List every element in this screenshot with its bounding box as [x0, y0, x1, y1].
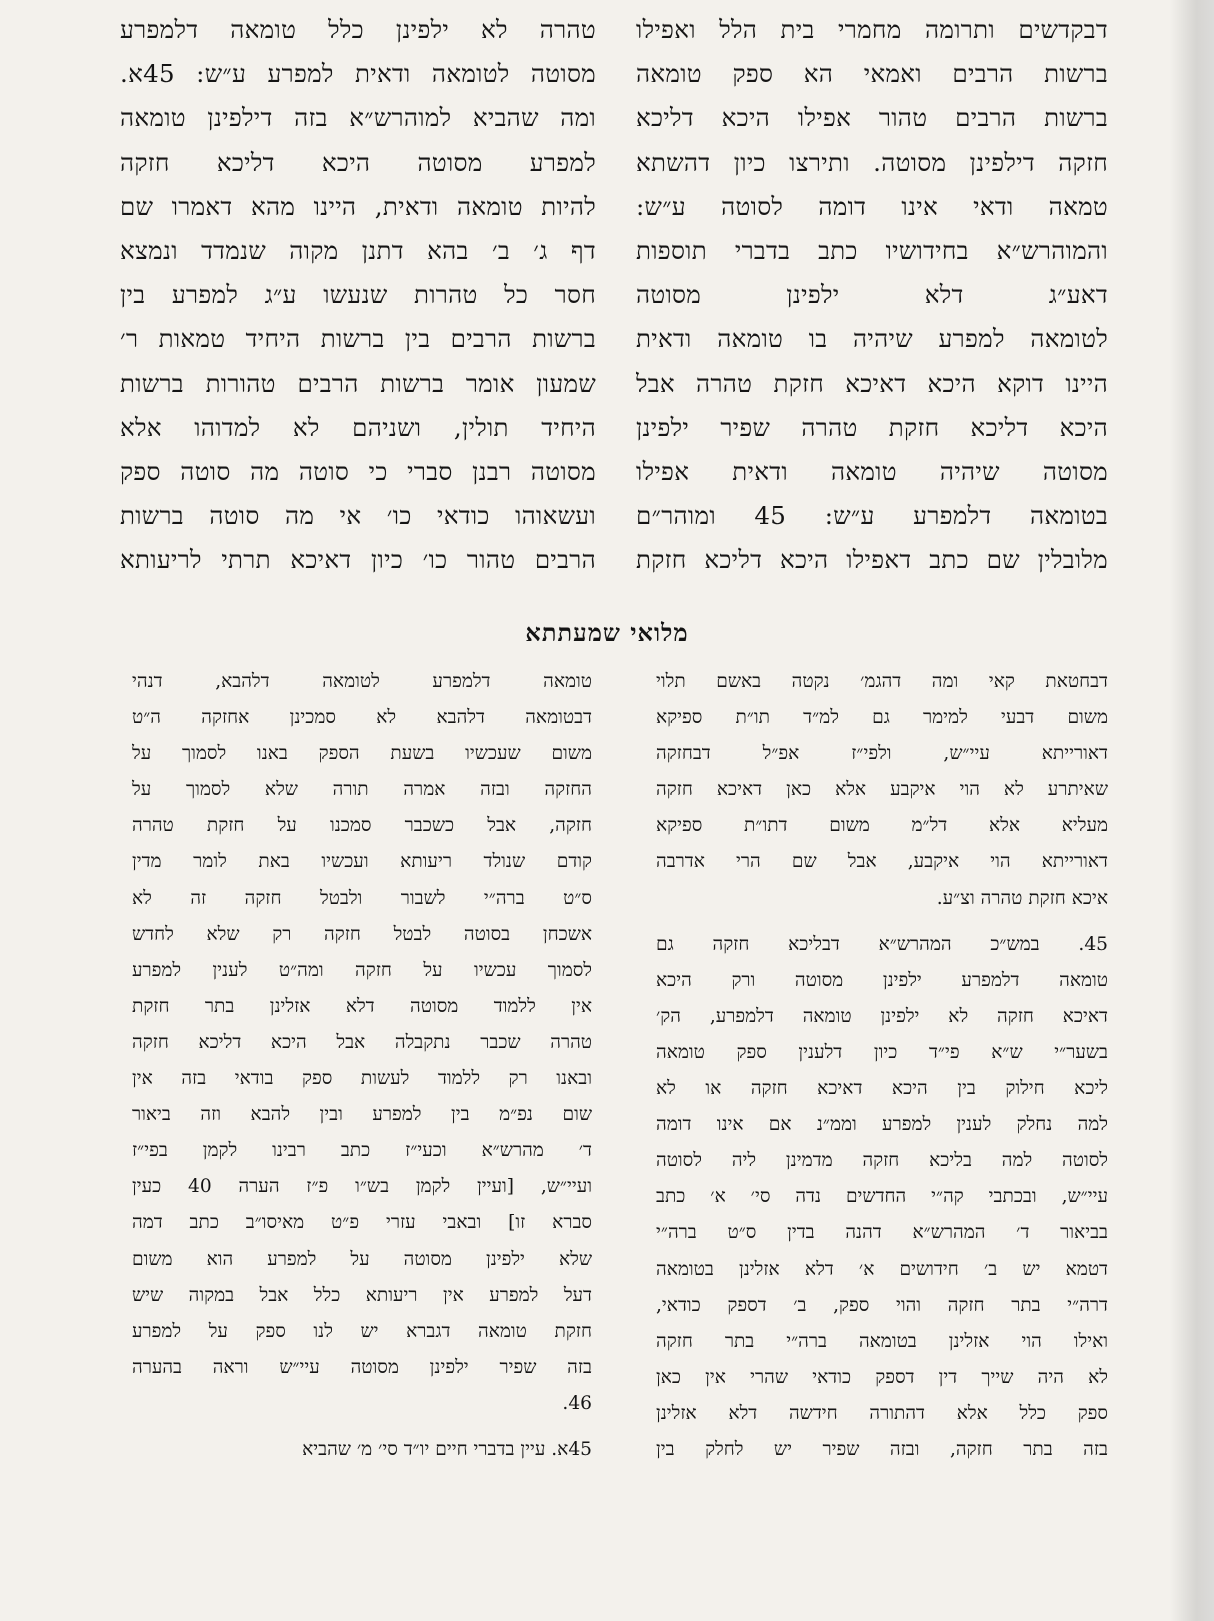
text-line: טמאה ודאי אינו דומה לסוטה ע״ש:	[636, 191, 1108, 221]
text-line: דרה״י בתר חזקה והוי ספק, ב׳ דספק כודאי,	[656, 1294, 1108, 1316]
text-line: קודם שנולד ריעותא ועכשיו באת לומר מדין	[132, 851, 592, 873]
text-line: מעליא אלא דל״מ משום דתו״ת ספיקא	[656, 815, 1108, 837]
text-line: דטמא יש ב׳ חידושים א׳ דלא אזלינן בטומאה	[656, 1258, 1108, 1280]
text-line: והמוהרש״א בחידושיו כתב בדברי תוספות	[636, 235, 1108, 265]
text-line: ברשות הרבים ואמאי הא ספק טומאה	[636, 59, 1108, 89]
text-line: ועיי״ש, [ועיין לקמן בש״ו פ״ז הערה 40 כעין	[132, 1176, 592, 1198]
text-line: בטומאה דלמפרע ע״ש: 45 ומוהר״ם	[636, 501, 1108, 531]
text-line: בזה שפיר ילפינן מסוטה עיי״ש וראה בהערה	[132, 1356, 592, 1378]
text-line: ובאנו רק ללמוד לעשות ספק בודאי בזה אין	[132, 1068, 592, 1090]
text-line: דעל למפרע אין ריעותא כלל אבל במקוה שיש	[132, 1284, 592, 1306]
text-line: טהרה שכבר נתקבלה אבל היכא דליכא חזקה	[132, 1031, 592, 1053]
paragraph-gap	[656, 917, 1108, 927]
text-line: 45. במש״כ המהרש״א דבליכא חזקה גם	[656, 933, 1108, 955]
lower-right-column	[656, 664, 1108, 1468]
text-line: מלובלין שם כתב דאפילו היכא דליכא חזקת	[636, 545, 1108, 575]
text-line: ליכא חילוק בין היכא דאיכא חזקה או לא	[656, 1078, 1108, 1100]
text-line: מסוטה רבנן סברי כי סוטה מה סוטה ספק	[120, 456, 596, 486]
text-line: החזקה ובזה אמרה תורה שלא לסמוך על	[132, 779, 592, 801]
text-line: דף ג׳ ב׳ בהא דתנן מקוה שנמדד ונמצא	[120, 235, 596, 265]
text-line: להיות טומאה ודאית, היינו מהא דאמרו שם	[120, 191, 596, 221]
text-line: לא היה שייך דין דספק כודאי שהרי אין כאן	[656, 1366, 1108, 1388]
text-line: לסוטה למה בליכא חזקה מדמינן ליה לסוטה	[656, 1150, 1108, 1172]
text-line: שמעון אומר ברשות הרבים טהורות ברשות	[120, 368, 596, 398]
text-line: בשער״י ש״א פי״ד כיון דלענין ספק טומאה	[656, 1041, 1108, 1063]
text-line: דאורייתא עיי״ש, ולפי״ז אפ״ל דבחזקה	[656, 743, 1108, 765]
text-line: היכא דליכא חזקת טהרה שפיר ילפינן	[636, 412, 1108, 442]
text-line: מסוטה שיהיה טומאה ודאית אפילו	[636, 456, 1108, 486]
text-line: בזה בתר חזקה, ובזה שפיר יש לחלק בין	[656, 1438, 1108, 1460]
text-line: שלא ילפינן מסוטה על למפרע הוא משום	[132, 1248, 592, 1270]
text-line: בביאור ד׳ המהרש״א דהנה בדין ס״ט ברה״י	[656, 1222, 1108, 1244]
text-line: אשכחן בסוטה לבטל חזקה רק שלא לחדש	[132, 923, 592, 945]
text-line: דאיכא חזקה לא ילפינן טומאה דלמפרע, הק׳	[656, 1005, 1108, 1027]
text-line: ספק כלל אלא דהתורה חידשה דלא אזלינן	[656, 1402, 1108, 1424]
text-line: ואילו הוי אזלינן בטומאה ברה״י בתר חזקה	[656, 1330, 1108, 1352]
text-line: סברא זו] ובאבי עזרי פ״ט מאיסו״ב כתב דמה	[132, 1212, 592, 1234]
paragraph-gap	[132, 1422, 592, 1432]
text-line: ועשאוהו כודאי כו׳ אי מה סוטה ברשות	[120, 501, 596, 531]
text-line: טהרה לא ילפינן כלל טומאה דלמפרע	[120, 15, 596, 44]
text-line: חסר כל טהרות שנעשו ע״ג למפרע בין	[120, 280, 596, 310]
text-line: ברשות הרבים טהור אפילו היכא דליכא	[636, 103, 1108, 133]
text-line: דבקדשים ותרומה מחמרי בית הלל ואפילו	[636, 15, 1108, 44]
page-edge-shadow	[1170, 0, 1214, 1621]
text-line: דאורייתא הוי איקבע, אבל שם הרי אדרבה	[656, 851, 1108, 873]
upper-left-column	[120, 8, 596, 582]
text-line: דבחטאת קאי ומה דהגמ׳ נקטה באשם תלוי	[656, 671, 1108, 692]
text-line: למה נחלק לענין למפרע וממ״נ אם אינו דומה	[656, 1114, 1108, 1136]
lower-left-column	[132, 664, 592, 1468]
text-line: שאיתרע לא הוי איקבע אלא כאן דאיכא חזקה	[656, 779, 1108, 801]
text-line: לסמוך עכשיו על חזקה ומה״ט לענין למפרע	[132, 959, 592, 981]
text-line: היינו דוקא היכא דאיכא חזקת טהרה אבל	[636, 368, 1108, 398]
text-line: 45א. עיין בדברי חיים יו״ד סי׳ מ׳ שהביא	[302, 1438, 592, 1460]
text-line: הרבים טהור כו׳ כיון דאיכא תרתי לריעותא	[120, 545, 596, 575]
upper-right-column	[636, 8, 1108, 582]
section-title: מלואי שמעתתא	[525, 618, 689, 647]
text-line: מסוטה לטומאה ודאית למפרע ע״ש: 45א.	[120, 59, 596, 89]
text-line: חזקת טומאה דגברא יש לנו ספק על למפרע	[132, 1320, 592, 1342]
text-line: דאע״ג דלא ילפינן מסוטה	[636, 280, 1108, 310]
text-line: עיי״ש, ובכתבי קה״י החדשים נדה סי׳ א׳ כתב	[656, 1186, 1108, 1208]
text-line: חזקה, אבל כשכבר סמכנו על חזקת טהרה	[132, 815, 592, 837]
text-line: לטומאה למפרע שיהיה בו טומאה ודאית	[636, 324, 1108, 354]
text-line: טומאה דלמפרע לטומאה דלהבא, דנהי	[132, 671, 592, 692]
text-line: שום נפ״מ בין למפרע ובין להבא וזה ביאור	[132, 1104, 592, 1126]
text-line: חזקה דילפינן מסוטה. ותירצו כיון דהשתא	[636, 147, 1108, 177]
text-line: אין ללמוד מסוטה דלא אזלינן בתר חזקת	[132, 995, 592, 1017]
text-line: דבטומאה דלהבא לא סמכינן אחזקה ה״ט	[132, 707, 592, 729]
text-line: ברשות הרבים בין ברשות היחיד טמאות ר׳	[120, 324, 596, 354]
text-line: היחיד תולין, ושניהם לא למדוהו אלא	[120, 412, 596, 442]
text-line: 46.	[562, 1392, 592, 1414]
text-line: למפרע מסוטה היכא דליכא חזקה	[120, 147, 596, 177]
text-line: ומה שהביא למוהרש״א בזה דילפינן טומאה	[120, 103, 596, 133]
text-line: ד׳ מהרש״א וכעי״ז כתב רבינו לקמן בפי״ז	[132, 1140, 592, 1162]
text-line: טומאה דלמפרע ילפינן מסוטה ורק היכא	[656, 969, 1108, 991]
text-line: ס״ט ברה״י לשבור ולבטל חזקה זה לא	[132, 887, 592, 909]
text-line: איכא חזקת טהרה וצ״ע.	[936, 887, 1108, 909]
text-line: משום שעכשיו בשעת הספק באנו לסמוך על	[132, 743, 592, 765]
text-line: משום דבעי למימר גם למ״ד תו״ת ספיקא	[656, 707, 1108, 729]
